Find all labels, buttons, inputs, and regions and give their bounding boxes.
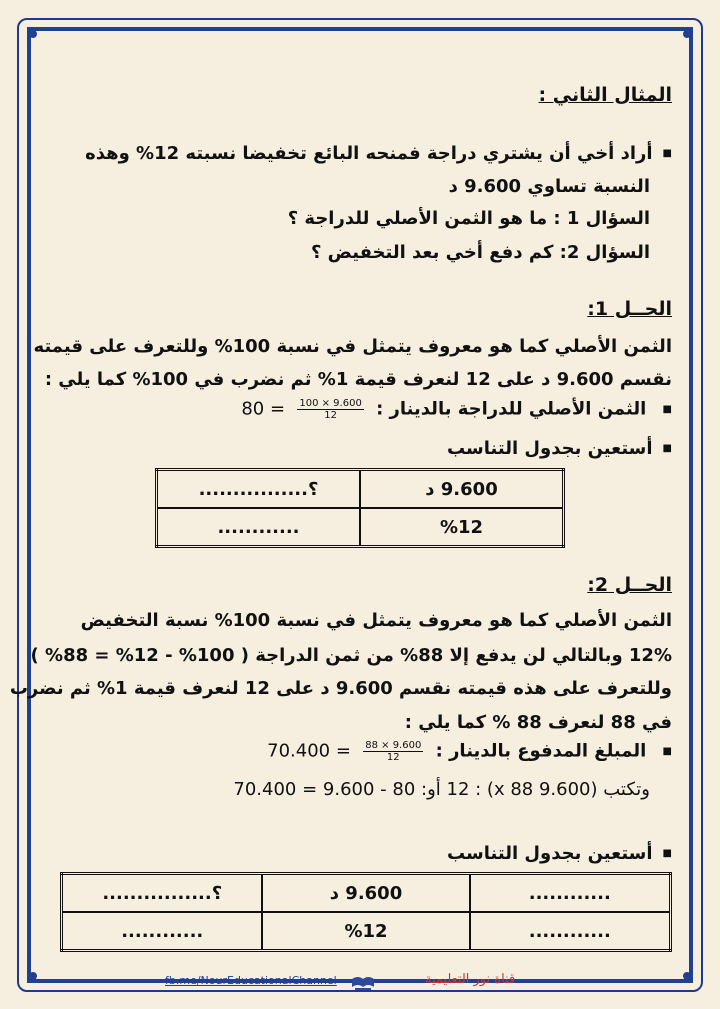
corner-ornament xyxy=(29,972,37,980)
corner-ornament xyxy=(29,30,37,38)
table-cell: ............ xyxy=(62,912,263,951)
solution-2-line-1: الثمن الأصلي كما هو معروف يتمثل في نسبة 100% نسبة التخفيض xyxy=(80,610,672,631)
solution-2-line-4: في 88 لنعرف 88 % كما يلي : xyxy=(404,712,672,733)
table-row xyxy=(62,874,671,913)
solution-2-heading: الحــل 2: xyxy=(587,574,672,596)
corner-ornament xyxy=(683,30,691,38)
table-cell: ............ xyxy=(157,508,361,547)
solution-1-line-1: الثمن الأصلي كما هو معروف يتمثل في نسبة 100% وللتعرف على قيمته xyxy=(33,336,672,357)
solution-2-table-intro: ■ أستعين بجدول التناسب xyxy=(447,843,672,864)
solution-1-table-intro: ■ أستعين بجدول التناسب xyxy=(447,438,672,459)
table-row xyxy=(157,470,564,509)
table-cell: %12 xyxy=(262,912,469,951)
table-cell: 9.600 د xyxy=(360,470,564,509)
problem-line-2: النسبة تساوي 9.600 د xyxy=(448,176,650,197)
channel-name: قناة نور التعليمية xyxy=(425,972,516,987)
question-1: السؤال 1 : ما هو الثمن الأصلي للدراجة ؟ xyxy=(287,208,650,229)
example-title: المثال الثاني : xyxy=(538,84,672,106)
fraction: $\frac{100 \times 9.600}{12}$ xyxy=(299,398,362,421)
table-row xyxy=(157,508,564,547)
solution-2-line-3: وللتعرف على هذه قيمته نقسم 9.600 د على 12 لنعرف قيمة 1% ثم نضرب xyxy=(9,678,672,699)
table-cell: ............ xyxy=(470,874,671,913)
corner-ornament xyxy=(683,972,691,980)
table-cell: ؟................ xyxy=(62,874,263,913)
table-cell: 9.600 د xyxy=(262,874,469,913)
table-row xyxy=(62,912,671,951)
question-2: السؤال 2: كم دفع أخي بعد التخفيض ؟ xyxy=(310,242,650,263)
solution-2-line-2: 12% وبالتالي لن يدفع إلا 88% من ثمن الدراجة ( 100% - 12% = 88% ) xyxy=(30,645,672,666)
book-logo-icon xyxy=(350,971,376,993)
solution-2-line-5: وتكتب (9.600 x 88) : 12 أو: 80 - 9.600 = 70.400 xyxy=(233,779,650,800)
table-cell: ؟................ xyxy=(157,470,361,509)
solution-1-formula: ■ الثمن الأصلي للدراجة بالدينار : $\frac{100 \times 9.600}{12}$ = 80 xyxy=(241,398,672,421)
proportion-table-2 xyxy=(60,872,672,952)
problem-line-1: ■ أراد أخي أن يشتري دراجة فمنحه البائع تخفيضا نسبته 12% وهذه xyxy=(85,143,672,164)
solution-1-heading: الحــل 1: xyxy=(587,298,672,320)
table-cell: %12 xyxy=(360,508,564,547)
solution-1-line-2: نقسم 9.600 د على 12 لنعرف قيمة 1% ثم نضرب في 100% كما يلي : xyxy=(44,369,672,390)
table-cell: ............ xyxy=(470,912,671,951)
fraction: $\frac{88 \times 9.600}{12}$ xyxy=(365,740,422,763)
facebook-link[interactable]: fb.me/NourEducationalChannel xyxy=(165,974,337,987)
proportion-table-1 xyxy=(155,468,565,548)
solution-2-formula: ■ المبلغ المدفوع بالدينار : $\frac{88 \times 9.600}{12}$ = 70.400 xyxy=(267,740,672,763)
